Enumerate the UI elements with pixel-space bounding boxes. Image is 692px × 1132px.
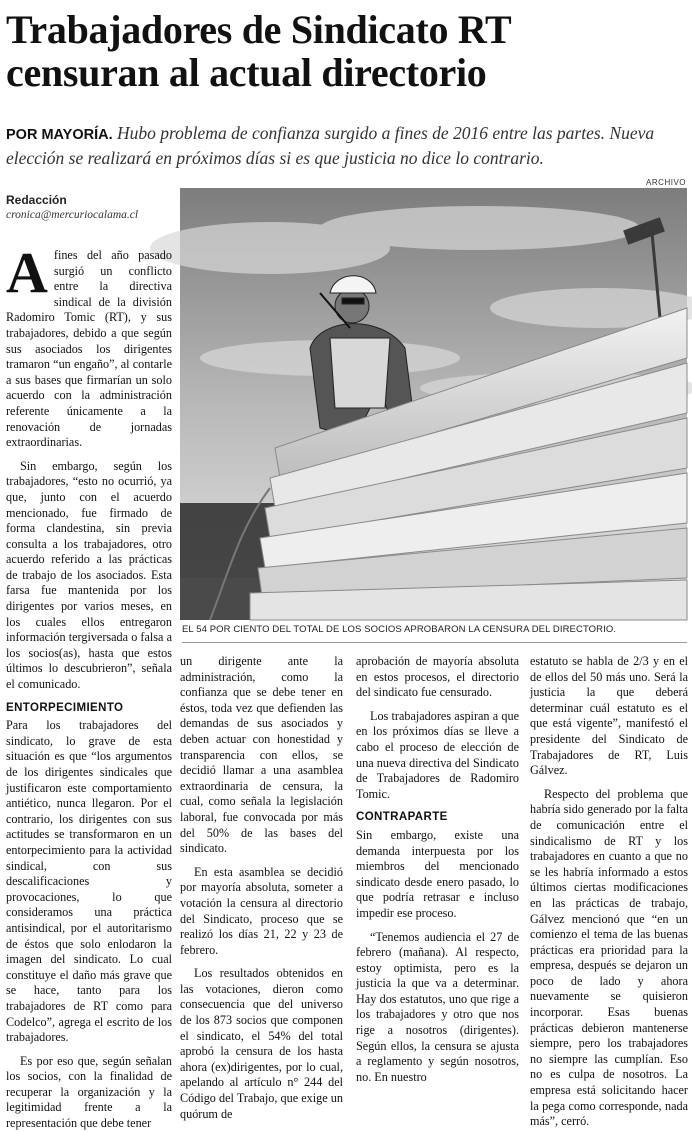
paragraph: Sin embargo, existe una demanda interpuesta por los miembros del mencionado sindicato desde enero pasado, lo que podría retrasar e incluso impedir ese proceso. (356, 827, 519, 920)
photo-credit: ARCHIVO (646, 178, 686, 187)
paragraph: Para los trabajadores del sindicato, lo grave de esta situación es que “los argumentos de los dirigentes sindicales que justificaron este comportamiento antiético, nunca llegaron. Por el contrario, los dirigentes con sus actitudes se transformaron en un entorpecimiento para la actividad sindical, con sus descalificaciones y provocaciones, lo que consideramos una práctica antisindical, por el autoritarismo de éstos que solo enlodaron la imagen del sindicato. Lo cual constituye el daño más grave que se hace, tanto para los trabajadores de RT como para Codelco”, agrega el escrito de los trabajadores. (6, 718, 172, 1045)
headline-line-2: censuran al actual directorio (6, 50, 487, 95)
byline (6, 193, 176, 221)
subhead-kicker: POR MAYORÍA. (6, 127, 113, 143)
subhead (6, 122, 688, 170)
byline-email: cronica@mercuriocalama.cl (6, 209, 139, 221)
paragraph: “Tenemos audiencia el 27 de febrero (mañana). Al respecto, estoy optimista, pero es la justicia la que va a determinar. Hay dos estatutos, uno que rige a los trabajadores y otro que nos rige a nosotros (dirigentes). Según ellos, la censura se ajusta a reglamento y según nosotros, no. En nuestro (356, 929, 519, 1084)
worker-photo-illustration (180, 188, 687, 620)
paragraph-text: fines del año pasado surgió un conflicto entre la directiva sindical de la división Radomiro Tomic (RT), y sus trabajadores, debido a que según sus asociados los dirigentes tramaron “un engaño”, al contarle a sus bases que firmarían un solo acuerdo con la administración referente únicamente a la renovación de jornadas extraordinarias. (6, 248, 172, 450)
paragraph: Respecto del problema que habría sido generado por la falta de comunicación entre el sindicalismo de RT y los trabajadores en cuanto a que no se les habría informado a estos últimos ciertas modificaciones en las prácticas de trabajo, Gálvez mencionó que “en un comienzo el tema de las buenas prácticas era prioridad para la empresa, después se dejaron un poco de lado y ahora nuevamente se quisieron incorporar. Esas buenas prácticas debieron mantenerse siempre, pero los trabajadores no siempre las cumplían. Eso no es culpa de nosotros. La empresa está solicitando hacer la pega como corresponde, nada más”, cerró. (530, 786, 688, 1129)
subhead-text: Hubo problema de confianza surgido a fines de 2016 entre las partes. Nueva elección se realizará en próximos días si es que justicia no dice lo contrario. (6, 123, 655, 168)
headline-line-1: Trabajadores de Sindicato RT (6, 7, 512, 52)
photo-caption: EL 54 POR CIENTO DEL TOTAL DE LOS SOCIOS APROBARON LA CENSURA DEL DIRECTORIO. (182, 624, 617, 635)
section-heading-entorpecimiento: ENTORPECIMIENTO (6, 701, 124, 714)
article-column-3 (356, 654, 519, 1110)
article-column-4 (530, 654, 688, 1129)
paragraph: Sin embargo, según los trabajadores, “esto no ocurrió, ya que, junto con el acuerdo mencionado, fue firmado de forma clandestina, sin previa consulta a los trabajadores, otro acuerdo referido a las prácticas de trabajo de los asociados. Esta farsa fue mantenida por los dirigentes por varios meses, en los cuales ellos entregaron información tergiversada o falsa a los socios(as), hasta que estos últimos lo descubrieron”, señala el comunicado. (6, 458, 172, 692)
paragraph: En esta asamblea se decidió por mayoría absoluta, someter a votación la censura al directorio del Sindicato, proceso que se realizó los días 21, 22 y 23 de febrero. (180, 864, 343, 957)
paragraph: Es por eso que, según señalan los socios, con la finalidad de recuperar la organización y la legitimidad frente a la representación que debe tener (6, 1053, 172, 1131)
paragraph: aprobación de mayoría absoluta en estos procesos, el directorio del sindicato fue censurado. (356, 654, 519, 700)
drop-cap: A (6, 240, 48, 305)
headline (6, 8, 686, 94)
article-photo (180, 188, 687, 620)
section-heading-contraparte: CONTRAPARTE (356, 811, 448, 824)
article-column-1 (6, 240, 172, 1131)
byline-author: Redacción (6, 193, 67, 207)
caption-divider (182, 642, 687, 643)
paragraph: un dirigente ante la administración, como la confianza que se debe tener en éstos, toda vez que defienden las demandas de sus asociados y deben actuar con honestidad y transparencia con ellos, se decidió llamar a una asamblea extraordinaria de censura, la cual, como señala la legislación laboral, fue convocada por más del 50% de las bases del sindicato. (180, 654, 343, 856)
paragraph: estatuto se habla de 2/3 y en el de ellos del 50 más uno. Será la justicia la que deberá determinar cuál estatuto es el que está vigente”, manifestó el presidente del Sindicato de Trabajadores de RT, Luis Gálvez. (530, 654, 688, 778)
paragraph: Los resultados obtenidos en las votaciones, dieron como consecuencia que del universo de los 873 socios que componen el sindicato, el 54% del total aprobó la censura de los hasta ahora (ex)dirigentes, por lo cual, apelando al artículo n° 244 del Código del Trabajo, que exige un quórum de (180, 966, 343, 1121)
paragraph (6, 240, 172, 451)
article-column-2 (180, 654, 343, 1121)
paragraph: Los trabajadores aspiran a que en los próximos días se lleve a cabo el proceso de elección de una nueva directiva del Sindicato de Trabajadores de Radomiro Tomic. (356, 708, 519, 801)
